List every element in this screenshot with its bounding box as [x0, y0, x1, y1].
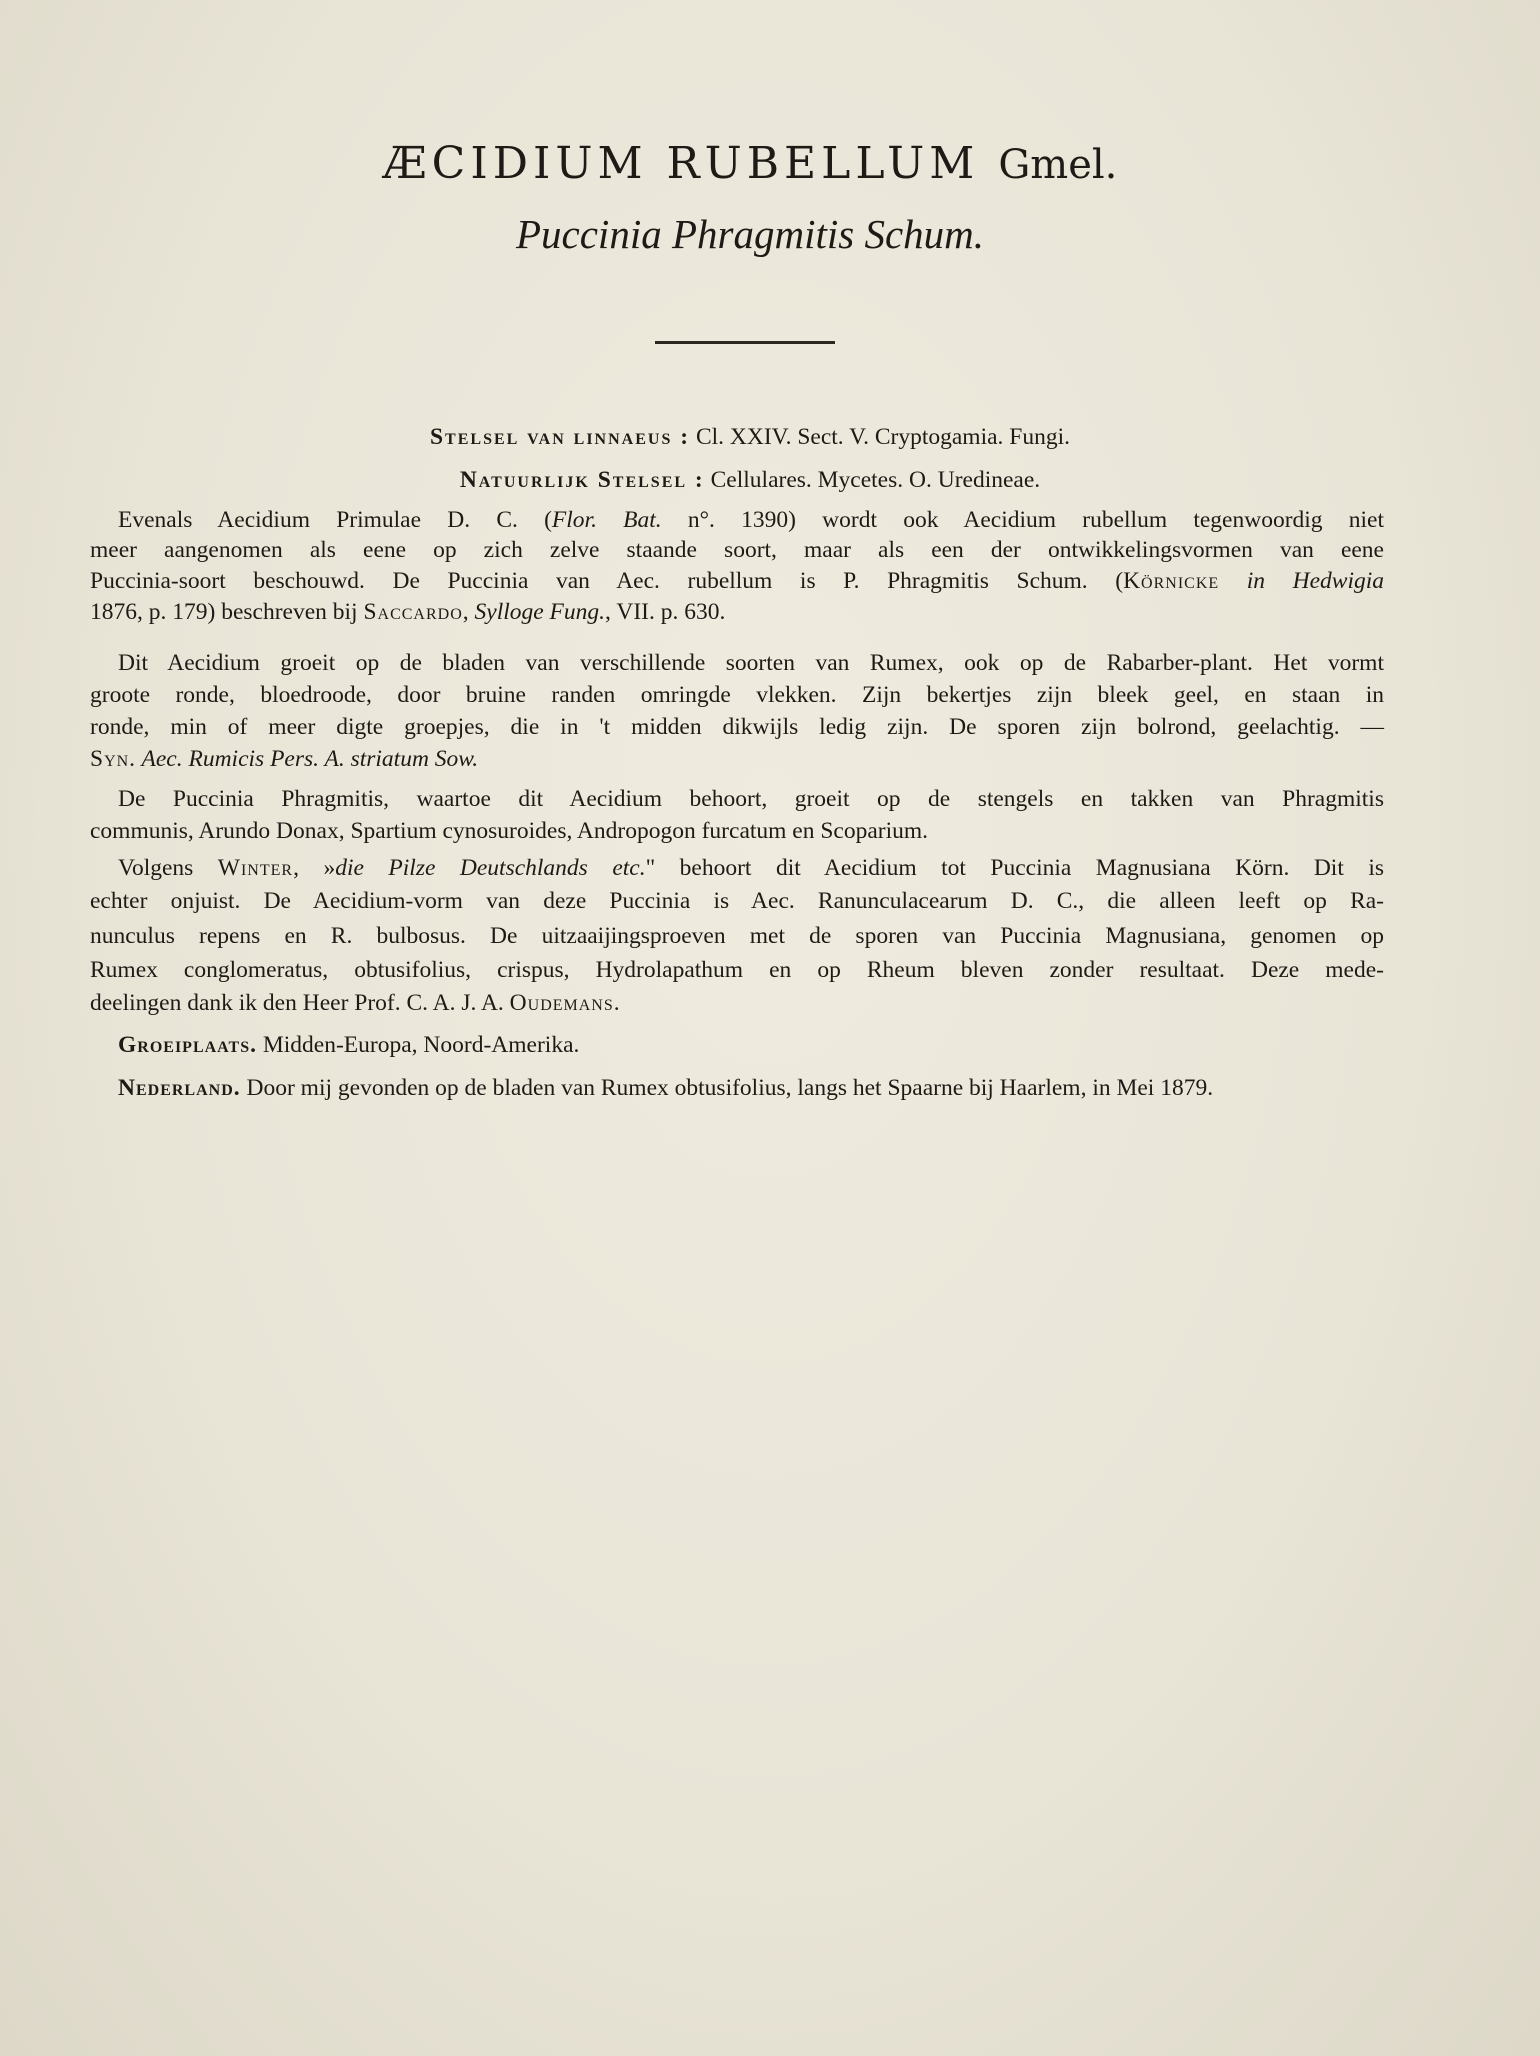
natuurlijk-label: Natuurlijk Stelsel :	[459, 467, 705, 493]
text-line-3	[90, 566, 1384, 596]
nederland-label: Nederland.	[118, 1075, 241, 1101]
text-span: , »	[293, 855, 336, 881]
groeiplaats-label: Groeiplaats.	[118, 1032, 257, 1058]
text-smallcaps: Syn.	[90, 746, 137, 772]
title-divider	[655, 341, 835, 344]
text-smallcaps: Saccardo	[363, 599, 463, 625]
text-span: 1876, p. 179) beschreven bij	[90, 599, 364, 625]
text-italic: Flor. Bat.	[551, 507, 662, 533]
text-line-14: Rumex conglomeratus, obtusifolius, crispus, Hydrolapathum en op Rheum bleven zonder resultaat. Deze mede-	[90, 957, 1384, 983]
text-line-11	[118, 853, 1384, 883]
page-title	[0, 138, 1500, 189]
groeiplaats-value: Midden-Europa, Noord-Amerika.	[257, 1032, 580, 1058]
stelsel-value: Cl. XXIV. Sect. V. Cryptogamia. Fungi.	[695, 424, 1070, 450]
page-subtitle: Puccinia Phragmitis Schum.	[515, 211, 985, 257]
text-span: Puccinia-soort beschouwd. De Puccinia van Aec. rubellum is P. Phragmitis Schum. (	[90, 568, 1124, 594]
text-span: , VII. p. 630.	[605, 599, 726, 625]
text-span: ,	[462, 599, 475, 625]
text-line-10: communis, Arundo Donax, Spartium cynosuroides, Andropogon furcatum en Scoparium.	[90, 818, 929, 844]
text-italic: Aec. Rumicis Pers. A. striatum Sow.	[136, 746, 479, 772]
text-smallcaps: Körnicke	[1123, 568, 1220, 594]
text-span: deelingen dank ik den Heer Prof. C. A. J. A.	[90, 990, 510, 1016]
text-line-4	[90, 597, 1384, 627]
title-main: ÆCIDIUM RUBELLUM	[382, 138, 980, 189]
text-smallcaps: Oudemans	[509, 990, 614, 1016]
text-italic: in Hedwigia	[1219, 568, 1384, 594]
text-span: n°. 1390) wordt ook Aecidium rubellum tegenwoordig niet	[661, 507, 1385, 533]
text-span: Volgens	[118, 855, 218, 881]
text-line-13: nunculus repens en R. bulbosus. De uitzaaijingsproeven met de sporen van Puccinia Magnusiana, genomen op	[90, 923, 1384, 949]
text-line-9: De Puccinia Phragmitis, waartoe dit Aecidium behoort, groeit op de stengels en takken van Phragmitis	[118, 786, 1384, 812]
text-line-1	[118, 505, 1384, 535]
text-italic: die Pilze Deutschlands etc.	[335, 855, 646, 881]
text-line-8	[90, 744, 1384, 774]
text-italic: Sylloge Fung.	[474, 599, 606, 625]
text-line-2: meer aangenomen als eene op zich zelve staande soort, maar als een der ontwikkelingsvormen van eene	[90, 537, 1384, 563]
text-line-12: echter onjuist. De Aecidium-vorm van deze Puccinia is Aec. Ranunculacearum D. C., die alleen leeft op Ra-	[90, 888, 1384, 914]
text-span: Evenals Aecidium Primulae D. C. (	[118, 507, 552, 533]
nederland-line	[118, 1073, 1384, 1103]
text-span: .	[613, 990, 620, 1016]
stelsel-label: Stelsel van linnaeus :	[429, 424, 691, 450]
text-smallcaps: Winter	[217, 855, 294, 881]
text-line-5: Dit Aecidium groeit op de bladen van verschillende soorten van Rumex, ook op de Rabarber-plant. Het vormt	[118, 650, 1384, 676]
text-line-7: ronde, min of meer digte groepjes, die in 't midden dikwijls ledig zijn. De sporen zijn bolrond, geelachtig. —	[90, 714, 1384, 740]
title-author: Gmel.	[998, 142, 1118, 188]
text-line-6: groote ronde, bloedroode, door bruine randen omringde vlekken. Zijn bekertjes zijn bleek geel, en staan in	[90, 682, 1384, 708]
natuurlijk-line	[0, 467, 1500, 494]
groeiplaats-line	[118, 1030, 1384, 1060]
natuurlijk-value: Cellulares. Mycetes. O. Uredineae.	[710, 467, 1041, 493]
text-span: " behoort dit Aecidium tot Puccinia Magnusiana Körn. Dit is	[645, 855, 1385, 881]
text-line-15	[90, 988, 1384, 1018]
nederland-value: Door mij gevonden op de bladen van Rumex obtusifolius, langs het Spaarne bij Haarlem, in Mei 1879.	[240, 1075, 1214, 1101]
stelsel-line	[0, 424, 1500, 451]
